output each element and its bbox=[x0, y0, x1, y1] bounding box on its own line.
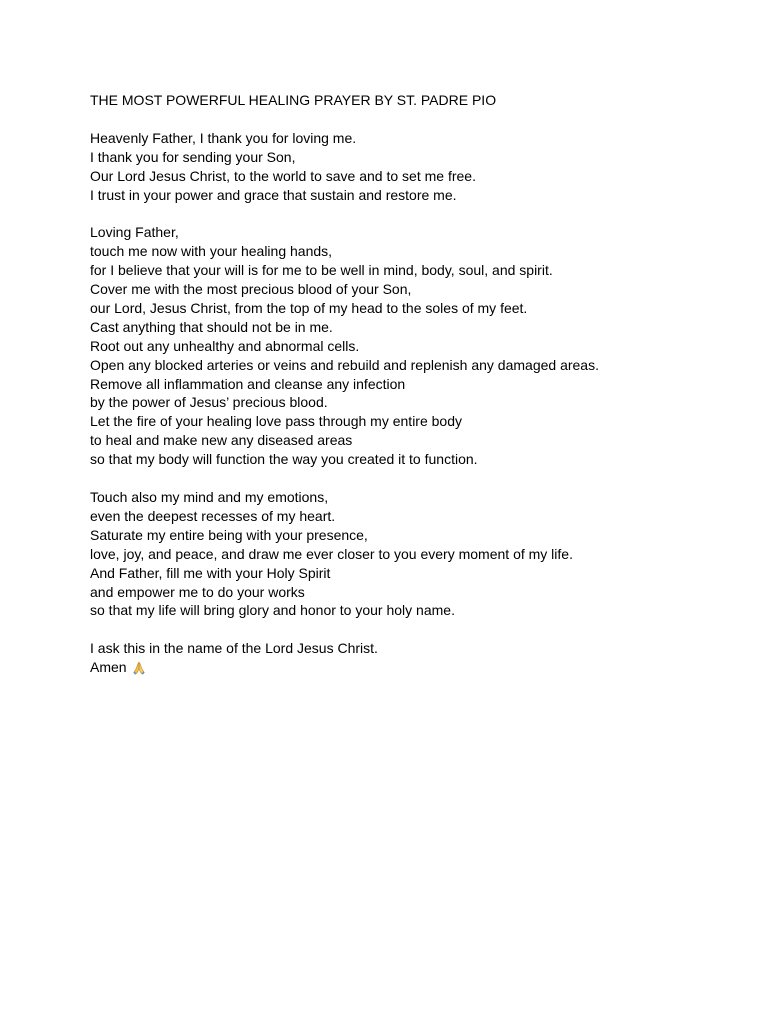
closing bbox=[90, 639, 730, 677]
text-line: Saturate my entire being with your presence, bbox=[90, 526, 368, 543]
blank-line bbox=[90, 110, 730, 129]
prayer-text bbox=[90, 91, 730, 677]
praying-hands-icon bbox=[131, 660, 147, 676]
text-line: and empower me to do your works bbox=[90, 583, 305, 600]
text-line: love, joy, and peace, and draw me ever closer to you every moment of my life. bbox=[90, 545, 573, 562]
text-line: I thank you for sending your Son, bbox=[90, 148, 296, 165]
stanza-2 bbox=[90, 223, 730, 469]
text-line: our Lord, Jesus Christ, from the top of my head to the soles of my feet. bbox=[90, 299, 528, 316]
document-title: THE MOST POWERFUL HEALING PRAYER BY ST. PADRE PIO bbox=[90, 92, 497, 108]
closing-line: I ask this in the name of the Lord Jesus Christ. bbox=[90, 640, 378, 657]
blank-line bbox=[90, 469, 730, 488]
text-line: so that my body will function the way you created it to function. bbox=[90, 451, 478, 468]
text-line: Cover me with the most precious blood of your Son, bbox=[90, 281, 412, 298]
text-line: so that my life will bring glory and honor to your holy name. bbox=[90, 602, 455, 619]
text-line: Heavenly Father, I thank you for loving me. bbox=[90, 129, 357, 146]
text-line: Our Lord Jesus Christ, to the world to save and to set me free. bbox=[90, 167, 476, 184]
text-line: Let the fire of your healing love pass through my entire body bbox=[90, 413, 462, 430]
text-line: And Father, fill me with your Holy Spirit bbox=[90, 564, 331, 581]
text-line: to heal and make new any diseased areas bbox=[90, 432, 353, 449]
blank-line bbox=[90, 204, 730, 223]
text-line: even the deepest recesses of my heart. bbox=[90, 507, 336, 524]
text-line: by the power of Jesus’ precious blood. bbox=[90, 394, 328, 411]
stanza-1 bbox=[90, 129, 730, 205]
amen-text: Amen bbox=[90, 659, 127, 676]
text-line: Open any blocked arteries or veins and rebuild and replenish any damaged areas. bbox=[90, 356, 599, 373]
text-line: I trust in your power and grace that sustain and restore me. bbox=[90, 186, 457, 203]
text-line: Touch also my mind and my emotions, bbox=[90, 488, 329, 505]
text-line: Loving Father, bbox=[90, 224, 179, 241]
text-line: Cast anything that should not be in me. bbox=[90, 318, 333, 335]
amen-line bbox=[90, 658, 730, 677]
text-line: for I believe that your will is for me to be well in mind, body, soul, and spirit. bbox=[90, 262, 553, 279]
text-line: Remove all inflammation and cleanse any infection bbox=[90, 375, 406, 392]
stanza-3 bbox=[90, 488, 730, 620]
text-line: touch me now with your healing hands, bbox=[90, 243, 333, 260]
blank-line bbox=[90, 620, 730, 639]
text-line: Root out any unhealthy and abnormal cells. bbox=[90, 337, 360, 354]
